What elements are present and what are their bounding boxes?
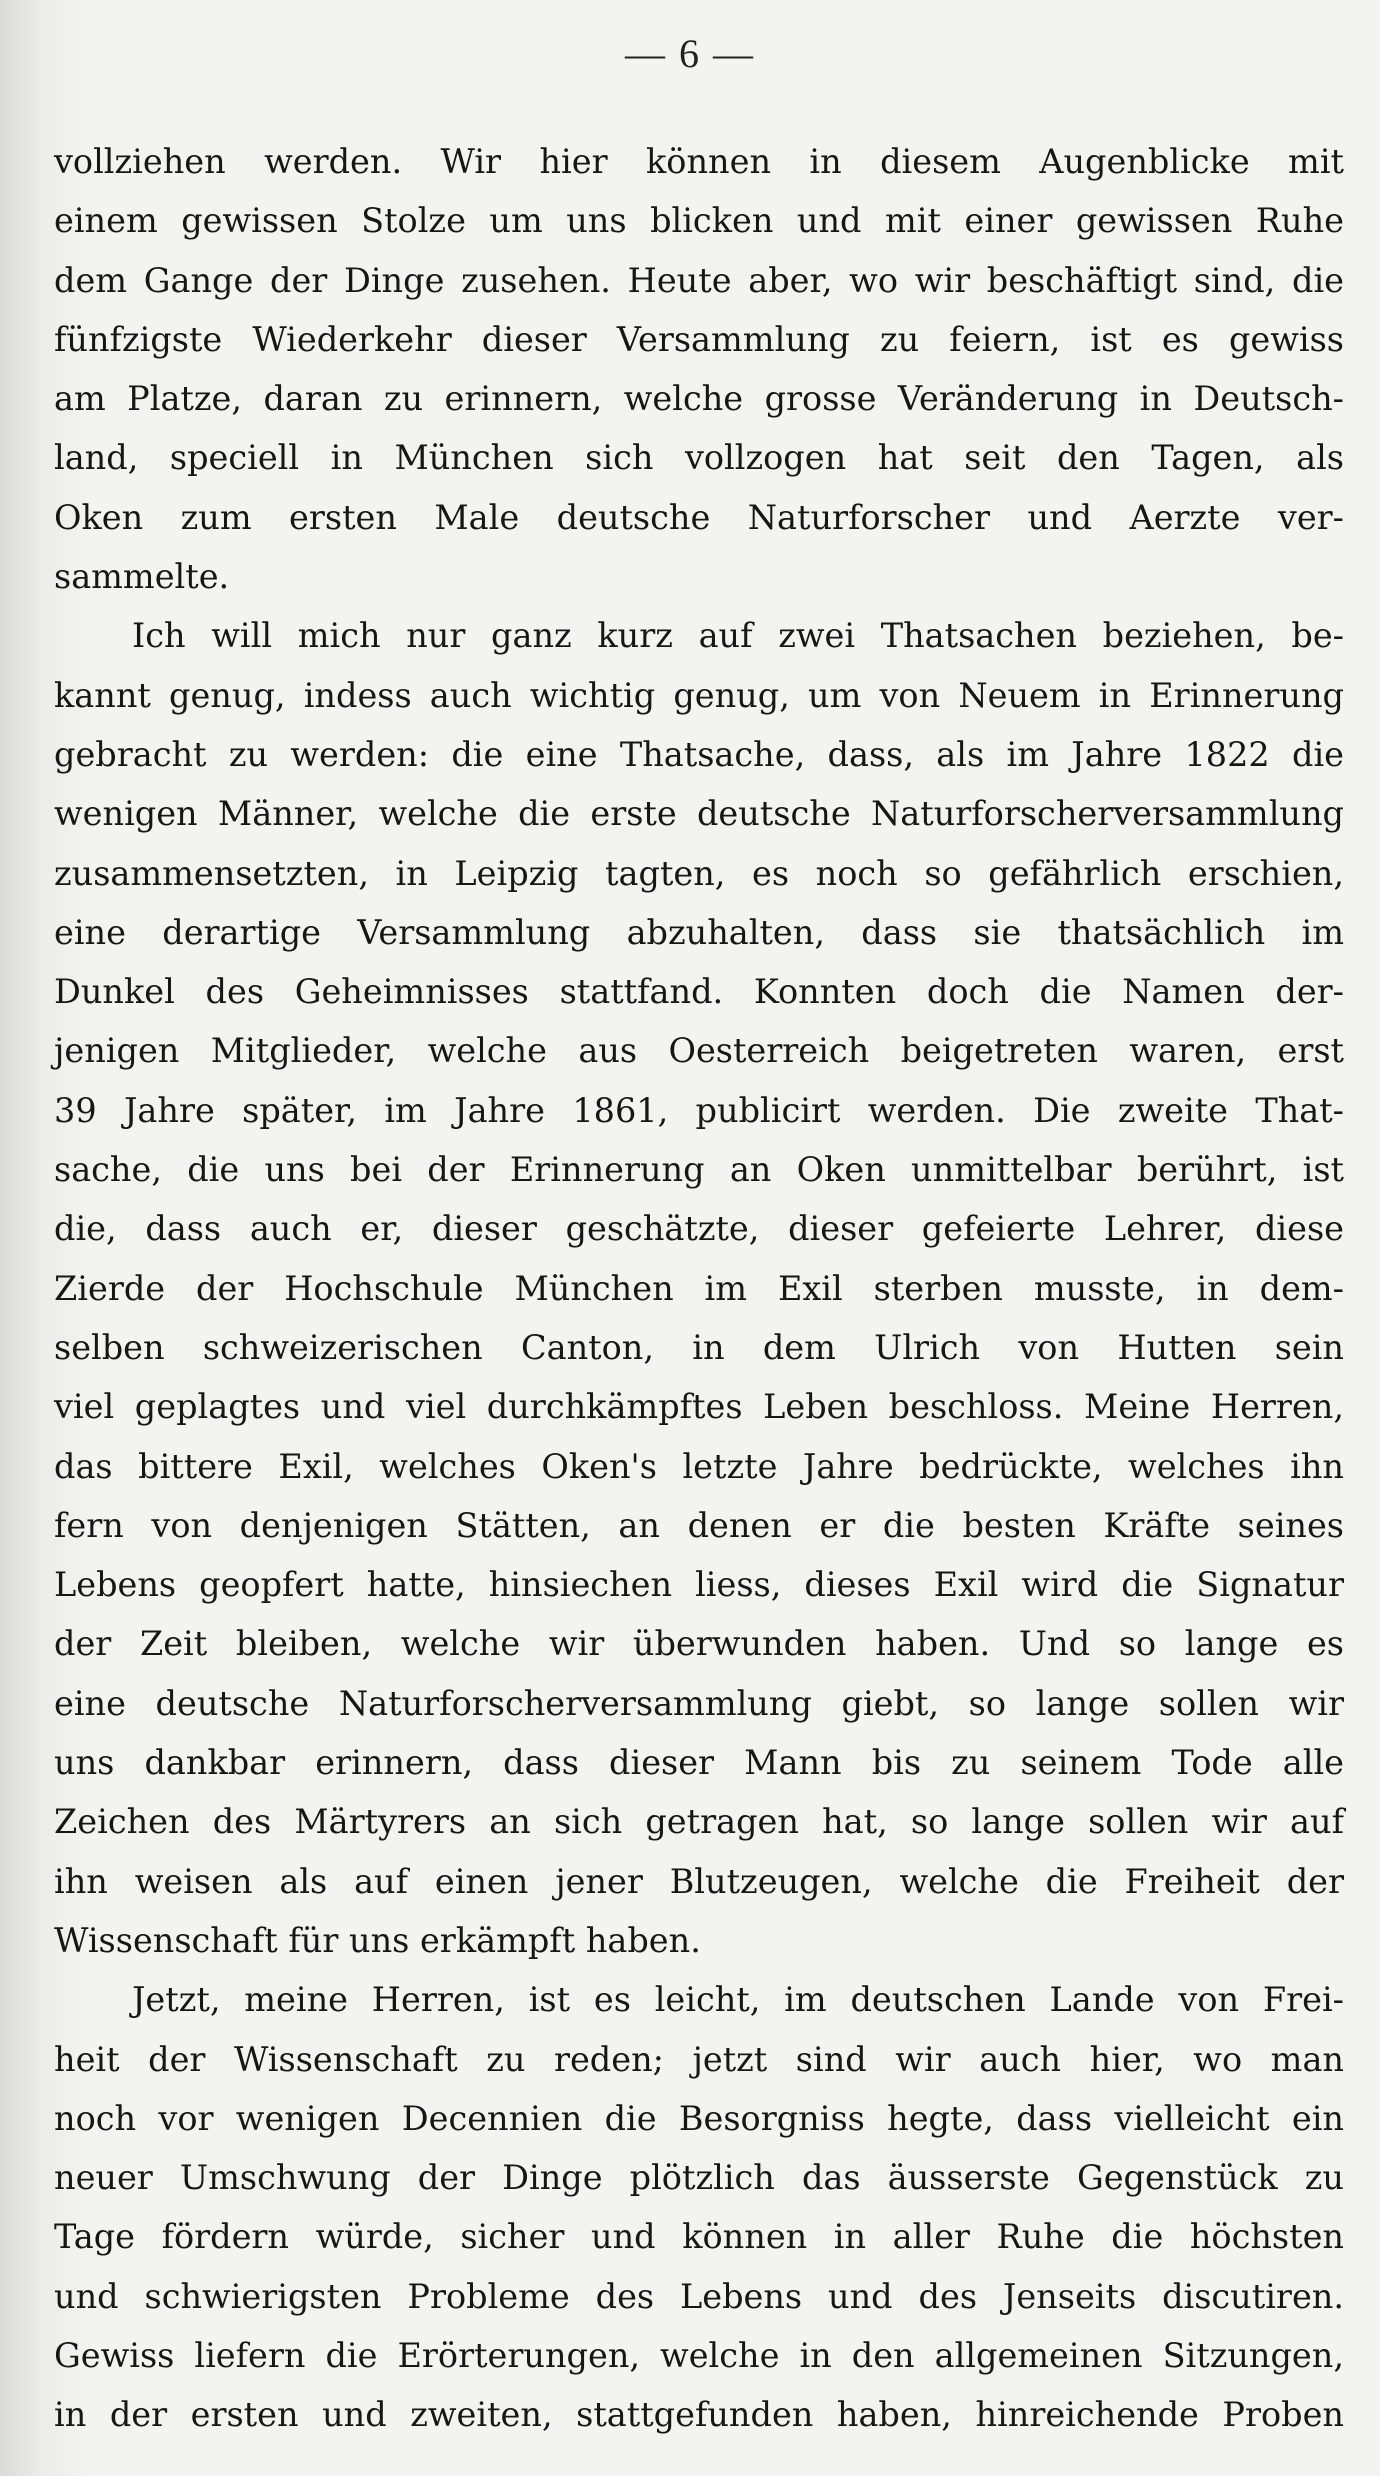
text-line: Gewiss liefern die Erörterungen, welche in den allgemeinen Sitzungen, (54, 2335, 1344, 2375)
body-text (54, 132, 1344, 2445)
text-line: Jetzt, meine Herren, ist es leicht, im deutschen Lande von Frei- (132, 1980, 1344, 2020)
text-line: jenigen Mitglieder, welche aus Oesterreich beigetreten waren, erst (54, 1031, 1344, 1071)
text-line: heit der Wissenschaft zu reden; jetzt sind wir auch hier, wo man (54, 2039, 1344, 2079)
text-line: in der ersten und zweiten, stattgefunden haben, hinreichende Proben (54, 2395, 1344, 2435)
text-line: Tage fördern würde, sicher und können in aller Ruhe die höchsten (54, 2217, 1344, 2257)
text-line: noch vor wenigen Decennien die Besorgniss hegte, dass vielleicht ein (54, 2098, 1344, 2138)
text-line: sammelte. (54, 557, 230, 597)
text-line: der Zeit bleiben, welche wir überwunden haben. Und so lange es (54, 1624, 1344, 1664)
text-line: einem gewissen Stolze um uns blicken und mit einer gewissen Ruhe (54, 201, 1344, 241)
text-line: gebracht zu werden: die eine Thatsache, dass, als im Jahre 1822 die (54, 734, 1344, 774)
text-line: dem Gange der Dinge zusehen. Heute aber, wo wir beschäftigt sind, die (54, 260, 1344, 300)
text-line: Oken zum ersten Male deutsche Naturforscher und Aerzte ver- (54, 497, 1344, 537)
text-line: kannt genug, indess auch wichtig genug, um von Neuem in Erinnerung (54, 675, 1344, 715)
text-line: Ich will mich nur ganz kurz auf zwei Thatsachen beziehen, be- (132, 616, 1344, 656)
text-line: selben schweizerischen Canton, in dem Ulrich von Hutten sein (54, 1327, 1344, 1367)
text-line: fünfzigste Wiederkehr dieser Versammlung zu feiern, ist es gewiss (54, 319, 1344, 359)
text-line: neuer Umschwung der Dinge plötzlich das äusserste Gegenstück zu (54, 2158, 1344, 2198)
text-line: 39 Jahre später, im Jahre 1861, publicirt werden. Die zweite That- (54, 1090, 1344, 1130)
text-line: land, speciell in München sich vollzogen hat seit den Tagen, als (54, 438, 1344, 478)
text-line: sache, die uns bei der Erinnerung an Oken unmittelbar berührt, ist (54, 1150, 1344, 1190)
text-line: und schwierigsten Probleme des Lebens und des Jenseits discutiren. (54, 2276, 1344, 2316)
text-line: Zeichen des Märtyrers an sich getragen hat, so lange sollen wir auf (54, 1802, 1344, 1842)
page-number: — 6 — (625, 31, 755, 76)
text-line: Lebens geopfert hatte, hinsiechen liess, dieses Exil wird die Signatur (54, 1565, 1344, 1605)
text-line: Zierde der Hochschule München im Exil sterben musste, in dem- (54, 1268, 1344, 1308)
text-line: vollziehen werden. Wir hier können in diesem Augenblicke mit (54, 142, 1344, 181)
text-line: Dunkel des Geheimnisses stattfand. Konnten doch die Namen der- (54, 972, 1344, 1012)
text-line: eine deutsche Naturforscherversammlung giebt, so lange sollen wir (54, 1683, 1344, 1723)
text-line: ihn weisen als auf einen jener Blutzeugen, welche die Freiheit der (54, 1861, 1344, 1901)
text-line: fern von denjenigen Stätten, an denen er die besten Kräfte seines (54, 1505, 1344, 1545)
text-line: uns dankbar erinnern, dass dieser Mann bis zu seinem Tode alle (54, 1743, 1344, 1783)
text-line: das bittere Exil, welches Oken's letzte Jahre bedrückte, welches ihn (54, 1446, 1344, 1486)
text-line: die, dass auch er, dieser geschätzte, dieser gefeierte Lehrer, diese (54, 1209, 1344, 1249)
text-line: Wissenschaft für uns erkämpft haben. (54, 1920, 701, 1960)
text-line: zusammensetzten, in Leipzig tagten, es noch so gefährlich erschien, (54, 853, 1344, 893)
text-line: viel geplagtes und viel durchkämpftes Leben beschloss. Meine Herren, (54, 1387, 1344, 1427)
text-line: am Platze, daran zu erinnern, welche grosse Veränderung in Deutsch- (54, 379, 1344, 419)
text-line: wenigen Männer, welche die erste deutsche Naturforscherversammlung (54, 794, 1344, 834)
text-line: eine derartige Versammlung abzuhalten, dass sie thatsächlich im (54, 912, 1344, 952)
